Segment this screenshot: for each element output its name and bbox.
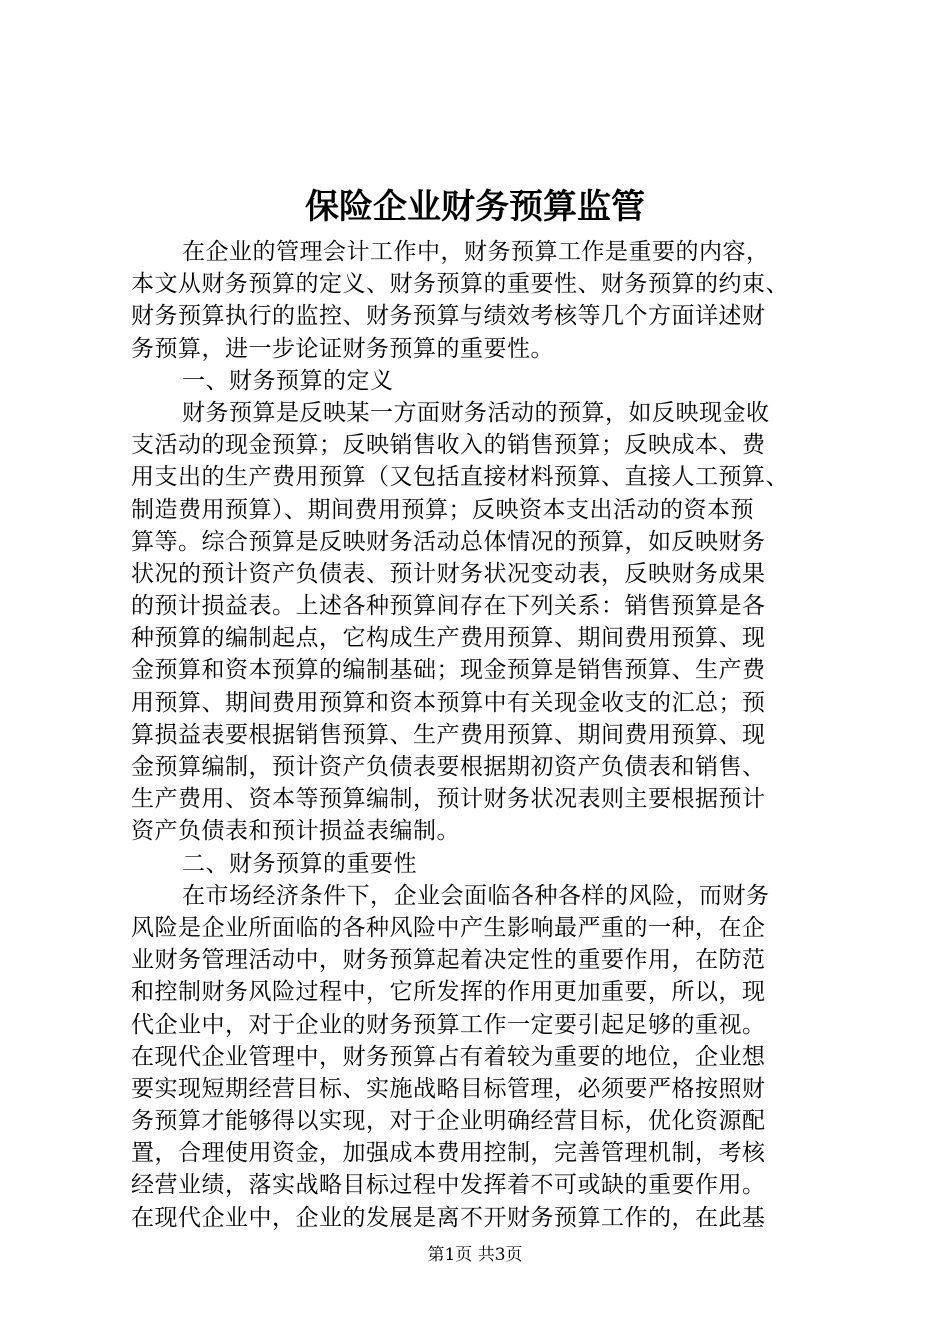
paragraph-line: 用支出的生产费用预算（又包括直接材料预算、直接人工预算、 bbox=[131, 464, 789, 491]
paragraph-line: 算损益表要根据销售预算、生产费用预算、期间费用预算、现 bbox=[131, 721, 766, 748]
section-heading: 一、财务预算的定义 bbox=[182, 367, 394, 394]
paragraph-line: 金预算编制，预计资产负债表要根据期初资产负债表和销售、 bbox=[131, 754, 766, 780]
paragraph-line: 在现代企业管理中，财务预算占有着较为重要的地位，企业想 bbox=[131, 1043, 766, 1070]
paragraph-line: 算等。综合预算是反映财务活动总体情况的预算，如反映财务 bbox=[131, 528, 766, 555]
paragraph-line: 和控制财务风险过程中，它所发挥的作用更加重要，所以，现 bbox=[131, 979, 766, 1006]
paragraph-line: 在市场经济条件下，企业会面临各种各样的风险，而财务 bbox=[182, 882, 770, 909]
paragraph-line: 在现代企业中，企业的发展是离不开财务预算工作的，在此基 bbox=[131, 1204, 766, 1231]
paragraph-line: 资产负债表和预计损益表编制。 bbox=[131, 818, 460, 845]
paragraph-line: 财务预算执行的监控、财务预算与绩效考核等几个方面详述财 bbox=[131, 303, 766, 330]
section-heading: 二、财务预算的重要性 bbox=[182, 850, 417, 877]
paragraph-line: 代企业中，对于企业的财务预算工作一定要引起足够的重视。 bbox=[131, 1011, 766, 1038]
paragraph-line: 经营业绩，落实战略目标过程中发挥着不可或缺的重要作用。 bbox=[131, 1172, 766, 1199]
paragraph-line: 本文从财务预算的定义、财务预算的重要性、财务预算的约束、 bbox=[131, 271, 789, 298]
paragraph-line: 置，合理使用资金，加强成本费用控制，完善管理机制，考核 bbox=[131, 1140, 766, 1167]
paragraph-line: 的预计损益表。上述各种预算间存在下列关系：销售预算是各 bbox=[131, 593, 766, 620]
paragraph-line: 风险是企业所面临的各种风险中产生影响最严重的一种，在企 bbox=[131, 914, 766, 941]
paragraph-line: 在企业的管理会计工作中，财务预算工作是重要的内容， bbox=[182, 239, 770, 265]
paragraph-line: 务预算，进一步论证财务预算的重要性。 bbox=[131, 335, 554, 362]
paragraph-line: 要实现短期经营目标、实施战略目标管理，必须要严格按照财 bbox=[131, 1075, 766, 1102]
paragraph-line: 业财务管理活动中，财务预算起着决定性的重要作用，在防范 bbox=[131, 947, 766, 974]
paragraph-line: 制造费用预算）、期间费用预算；反映资本支出活动的资本预 bbox=[131, 496, 754, 523]
paragraph-line: 金预算和资本预算的编制基础；现金预算是销售预算、生产费 bbox=[131, 657, 766, 684]
paragraph-line: 用预算、期间费用预算和资本预算中有关现金收支的汇总；预 bbox=[131, 689, 766, 716]
document-body bbox=[131, 236, 831, 1234]
paragraph-line: 务预算才能够得以实现，对于企业明确经营目标，优化资源配 bbox=[131, 1108, 766, 1135]
paragraph-line: 支活动的现金预算；反映销售收入的销售预算；反映成本、费 bbox=[131, 432, 766, 459]
paragraph-line: 状况的预计资产负债表、预计财务状况变动表，反映财务成果 bbox=[131, 560, 766, 587]
paragraph-line: 生产费用、资本等预算编制，预计财务状况表则主要根据预计 bbox=[131, 786, 766, 813]
page-number: 第1页 共3页 bbox=[427, 1245, 523, 1265]
document-title: 保险企业财务预算监管 bbox=[305, 187, 645, 227]
paragraph-line: 种预算的编制起点，它构成生产费用预算、期间费用预算、现 bbox=[131, 625, 766, 652]
paragraph-line: 财务预算是反映某一方面财务活动的预算，如反映现金收 bbox=[182, 399, 770, 426]
